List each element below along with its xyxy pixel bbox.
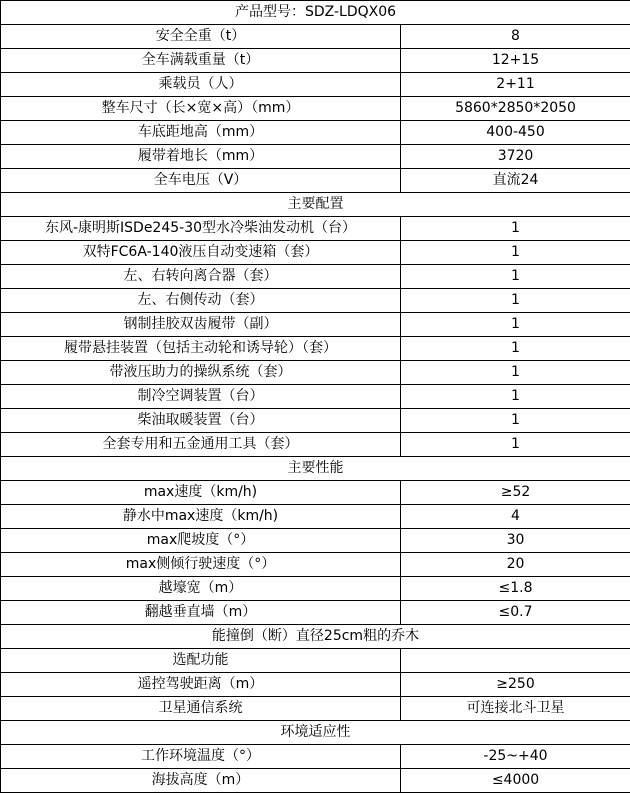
config-quantity: 1	[401, 433, 630, 457]
table-row	[1, 769, 630, 793]
config-quantity: 1	[401, 217, 630, 241]
performance-label: max速度（km/h)	[1, 481, 401, 505]
config-quantity: 1	[401, 385, 630, 409]
config-quantity: 1	[401, 265, 630, 289]
config-quantity: 1	[401, 289, 630, 313]
config-quantity: 1	[401, 241, 630, 265]
spec-value: 400-450	[401, 121, 630, 145]
table-row	[1, 433, 630, 457]
config-label: 制冷空调装置（台）	[1, 385, 401, 409]
table-row	[1, 97, 630, 121]
table-row	[1, 361, 630, 385]
table-row	[1, 25, 630, 49]
config-label: 左、右侧传动（套）	[1, 289, 401, 313]
optional-features-value	[401, 649, 630, 673]
performance-value: ≤1.8	[401, 577, 630, 601]
config-label: 左、右转向离合器（套）	[1, 265, 401, 289]
table-row	[1, 217, 630, 241]
tree-ramming-note: 能撞倒（断）直径25cm粗的乔木	[1, 625, 630, 649]
table-row	[1, 409, 630, 433]
table-row	[1, 121, 630, 145]
config-quantity: 1	[401, 409, 630, 433]
spec-value: 2+11	[401, 73, 630, 97]
table-row	[1, 601, 630, 625]
spec-value: 5860*2850*2050	[401, 97, 630, 121]
config-label: 柴油取暖装置（台）	[1, 409, 401, 433]
optional-label: 卫星通信系统	[1, 697, 401, 721]
table-row	[1, 697, 630, 721]
performance-label: 静水中max速度（km/h)	[1, 505, 401, 529]
section-header-row	[1, 721, 630, 745]
config-label: 履带悬挂装置（包括主动轮和诱导轮）（套）	[1, 337, 401, 361]
config-label: 东风-康明斯ISDe245-30型水冷柴油发动机（台）	[1, 217, 401, 241]
spec-value: 8	[401, 25, 630, 49]
section-header-row	[1, 193, 630, 217]
spec-value: 3720	[401, 145, 630, 169]
note-row	[1, 625, 630, 649]
optional-label: 遥控驾驶距离（m）	[1, 673, 401, 697]
title-row	[1, 1, 630, 25]
environment-label: 海拔高度（m）	[1, 769, 401, 793]
environment-value: -25~+40	[401, 745, 630, 769]
performance-label: max侧倾行驶速度（°）	[1, 553, 401, 577]
environment-label: 工作环境温度（°）	[1, 745, 401, 769]
performance-label: max爬坡度（°）	[1, 529, 401, 553]
table-row	[1, 649, 630, 673]
config-label: 钢制挂胶双齿履带（副）	[1, 313, 401, 337]
config-quantity: 1	[401, 313, 630, 337]
table-row	[1, 745, 630, 769]
performance-section-header: 主要性能	[1, 457, 630, 481]
table-row	[1, 553, 630, 577]
spec-label: 车底距地高（mm）	[1, 121, 401, 145]
environment-value: ≤4000	[401, 769, 630, 793]
performance-value: 4	[401, 505, 630, 529]
table-row	[1, 145, 630, 169]
optional-value: 可连接北斗卫星	[401, 697, 630, 721]
performance-value: 30	[401, 529, 630, 553]
performance-value: 20	[401, 553, 630, 577]
config-quantity: 1	[401, 337, 630, 361]
table-row	[1, 265, 630, 289]
optional-value: ≥250	[401, 673, 630, 697]
spec-label: 全车满载重量（t）	[1, 49, 401, 73]
table-row	[1, 73, 630, 97]
spec-value: 直流24	[401, 169, 630, 193]
spec-label: 乘载员（人）	[1, 73, 401, 97]
table-row	[1, 481, 630, 505]
product-model-title: 产品型号：SDZ-LDQX06	[1, 1, 630, 25]
environment-section-header: 环境适应性	[1, 721, 630, 745]
table-row	[1, 673, 630, 697]
table-row	[1, 313, 630, 337]
table-row	[1, 169, 630, 193]
spec-label: 履带着地长（mm）	[1, 145, 401, 169]
performance-label: 越壕宽（m）	[1, 577, 401, 601]
table-row	[1, 505, 630, 529]
spec-label: 安全全重（t）	[1, 25, 401, 49]
table-row	[1, 529, 630, 553]
config-label: 双特FC6A-140液压自动变速箱（套）	[1, 241, 401, 265]
performance-value: ≤0.7	[401, 601, 630, 625]
table-row	[1, 337, 630, 361]
config-section-header: 主要配置	[1, 193, 630, 217]
section-header-row	[1, 457, 630, 481]
table-row	[1, 385, 630, 409]
spec-label: 全车电压（V）	[1, 169, 401, 193]
spec-label: 整车尺寸（长×宽×高）（mm）	[1, 97, 401, 121]
table-row	[1, 289, 630, 313]
table-row	[1, 577, 630, 601]
spec-value: 12+15	[401, 49, 630, 73]
table-row	[1, 241, 630, 265]
table-row	[1, 49, 630, 73]
performance-label: 翻越垂直墙（m）	[1, 601, 401, 625]
config-label: 全套专用和五金通用工具（套）	[1, 433, 401, 457]
optional-features-label: 选配功能	[1, 649, 401, 673]
performance-value: ≥52	[401, 481, 630, 505]
config-quantity: 1	[401, 361, 630, 385]
config-label: 带液压助力的操纵系统（套）	[1, 361, 401, 385]
